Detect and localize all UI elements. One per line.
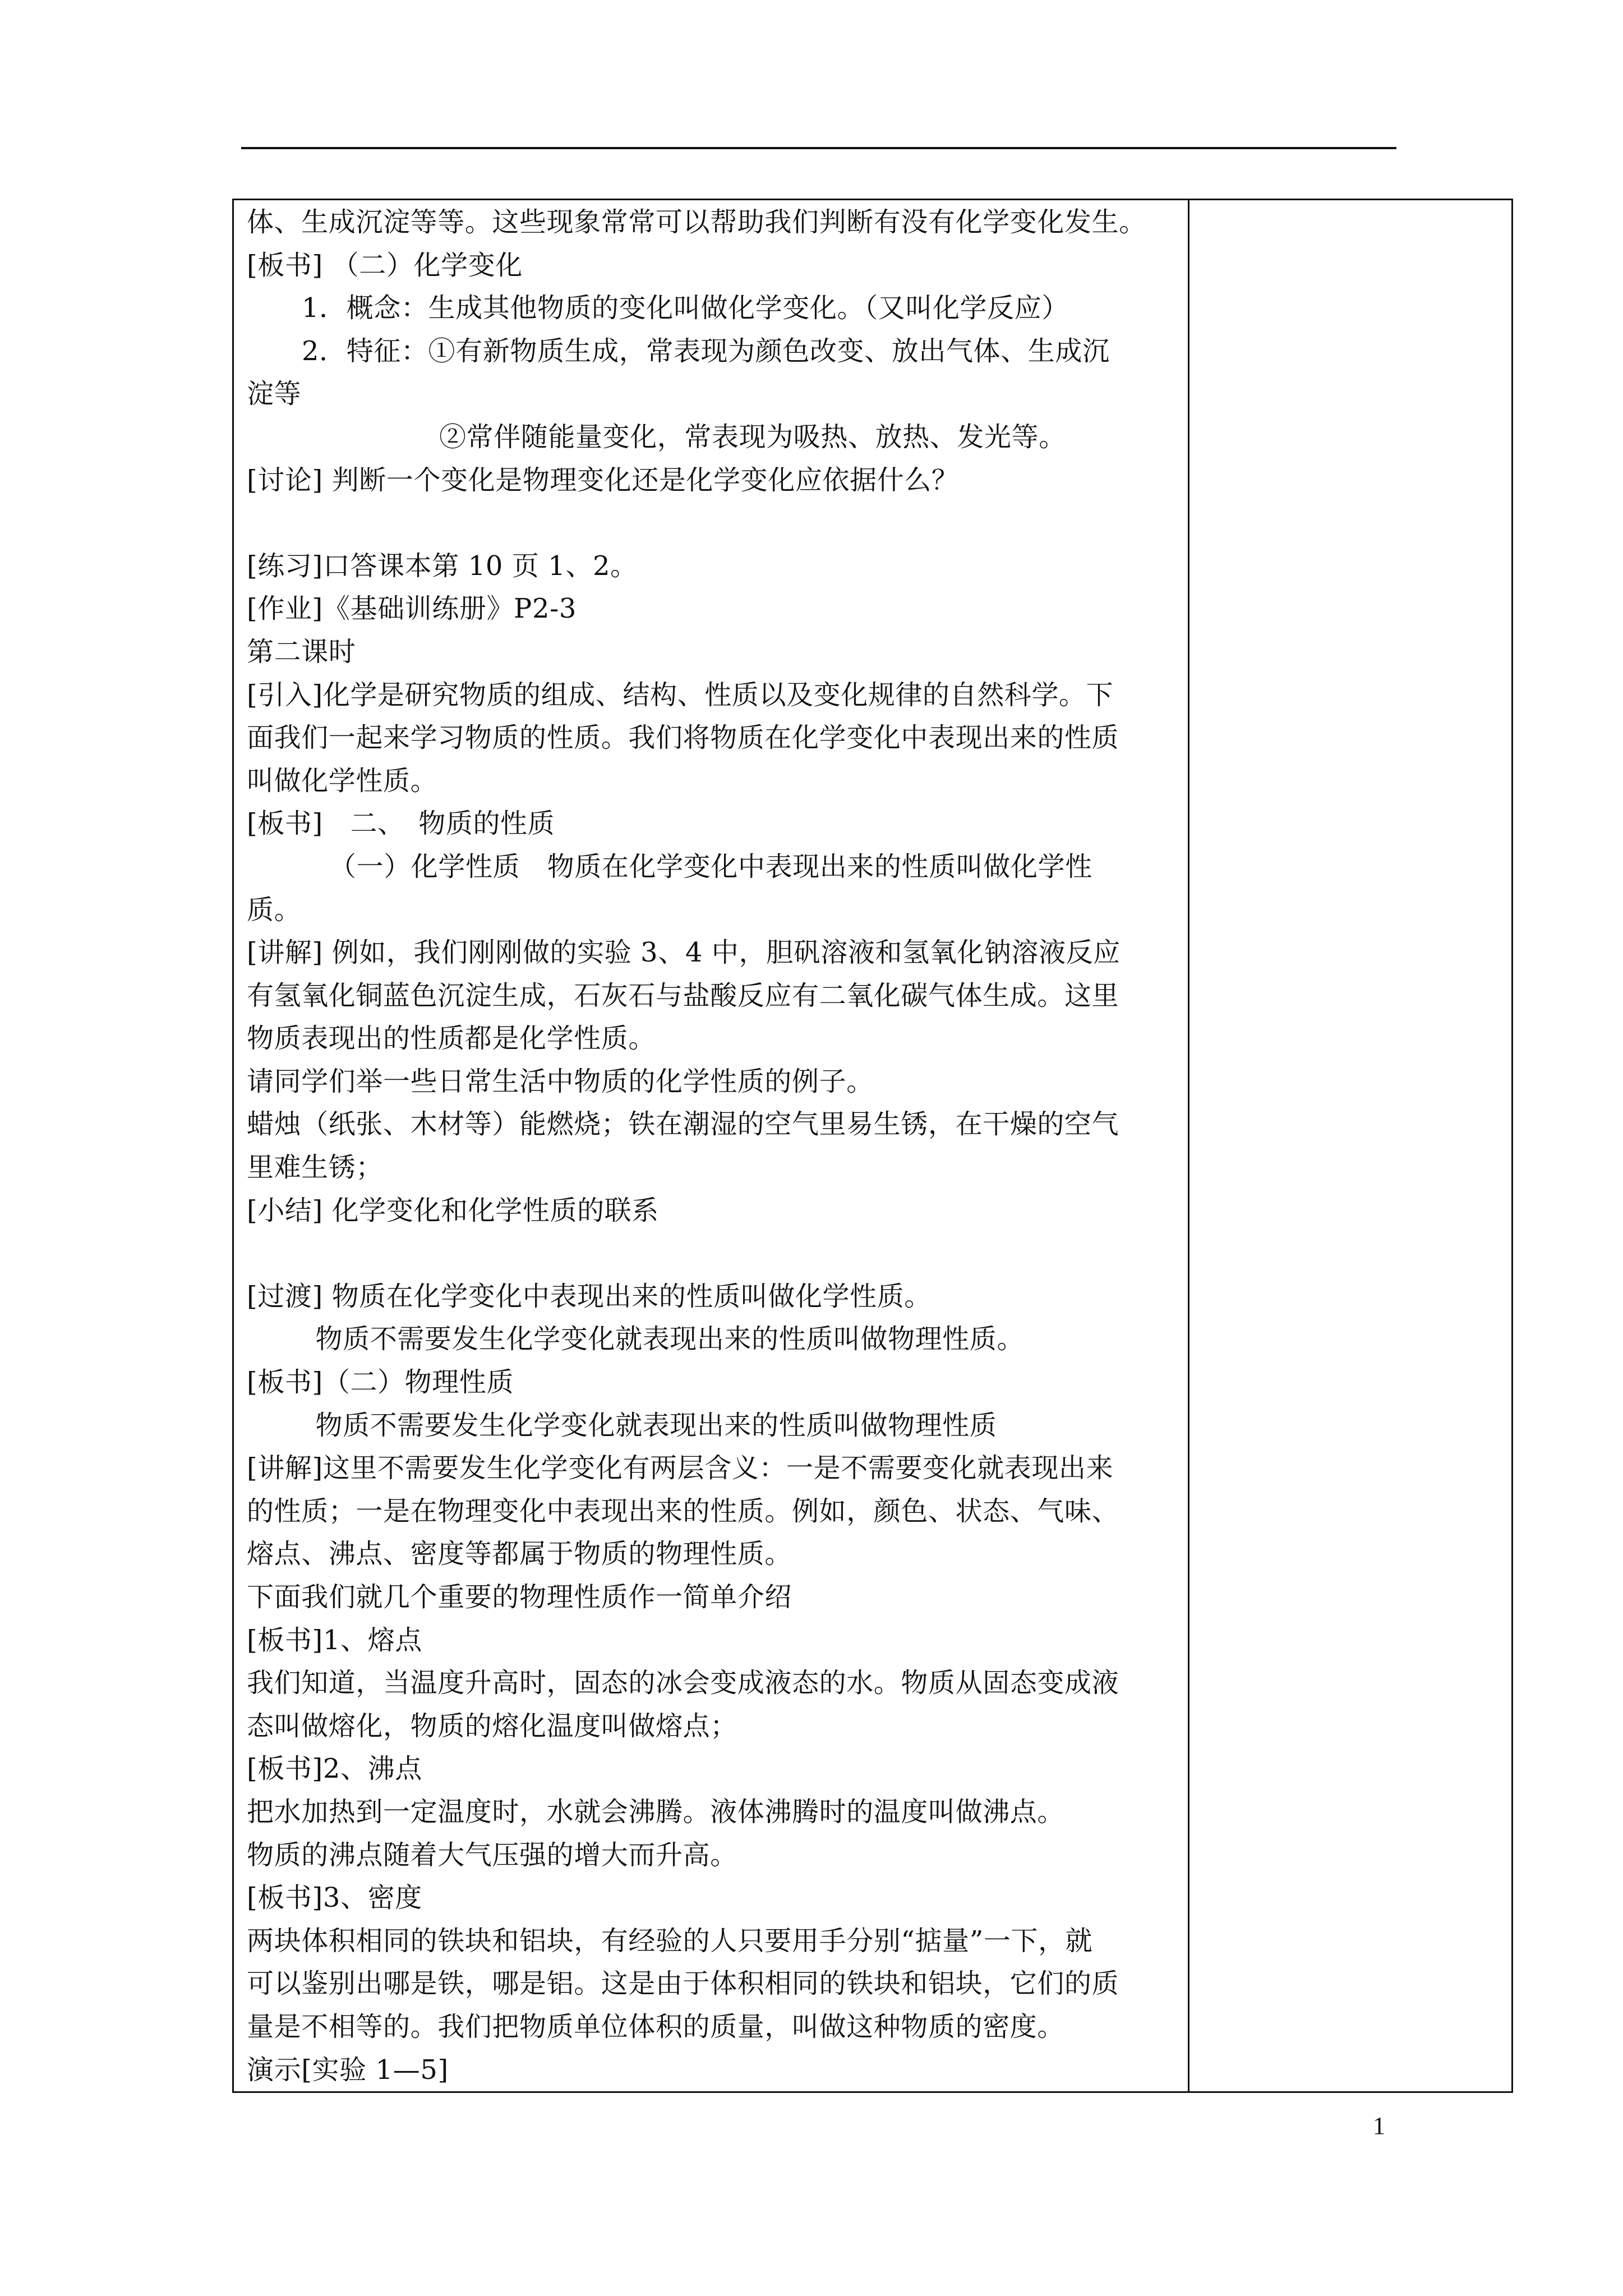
text-line: ②常伴随能量变化，常表现为吸热、放热、发光等。 <box>439 421 1066 453</box>
text-line: 第二课时 <box>247 636 356 668</box>
text-line: 体、生成沉淀等等。这些现象常常可以帮助我们判断有没有化学变化发生。 <box>247 206 1146 238</box>
text-line <box>247 501 1178 545</box>
column-divider <box>1188 199 1189 2091</box>
text-line <box>247 1232 1178 1275</box>
text-line: [板书]3、密度 <box>247 1882 422 1914</box>
text-line: 里难生锈； <box>247 1152 384 1184</box>
text-line: [板书]（二）物理性质 <box>247 1366 514 1398</box>
text-line: 有氢氧化铜蓝色沉淀生成，石灰石与盐酸反应有二氧化碳气体生成。这里 <box>247 979 1119 1011</box>
text-line: （一）化学性质 物质在化学变化中表现出来的性质叫做化学性 <box>329 850 1092 882</box>
text-line: [板书] 二、 物质的性质 <box>247 808 555 840</box>
text-line: 面我们一起来学习物质的性质。我们将物质在化学变化中表现出来的性质 <box>247 722 1119 754</box>
text-line: 两块体积相同的铁块和铝块，有经验的人只要用手分别“掂量”一下，就 <box>247 1925 1093 1957</box>
text-line: [过渡] 物质在化学变化中表现出来的性质叫做化学性质。 <box>247 1280 932 1312</box>
text-line: 叫做化学性质。 <box>247 765 438 797</box>
text-line: 物质表现出的性质都是化学性质。 <box>247 1023 656 1055</box>
text-line: 请同学们举一些日常生活中物质的化学性质的例子。 <box>247 1065 874 1097</box>
text-line: [讲解] 例如，我们刚刚做的实验 3、4 中，胆矾溶液和氢氧化钠溶液反应 <box>247 937 1121 969</box>
text-line: 质。 <box>247 894 302 926</box>
text-line: [板书] （二）化学变化 <box>247 249 523 281</box>
text-line: 物质的沸点随着大气压强的增大而升高。 <box>247 1839 737 1871</box>
table-bottom-border <box>232 2091 1513 2093</box>
text-line: [作业]《基础训练册》P2-3 <box>247 593 577 625</box>
text-line: 淀等 <box>247 378 302 410</box>
text-line: 1．概念：生成其他物质的变化叫做化学变化。（又叫化学反应） <box>302 292 1069 324</box>
text-line: 态叫做熔化，物质的熔化温度叫做熔点； <box>247 1710 737 1742</box>
text-line: [板书]2、沸点 <box>247 1753 422 1785</box>
text-line: [引入]化学是研究物质的组成、结构、性质以及变化规律的自然科学。下 <box>247 679 1114 711</box>
text-line: 蜡烛（纸张、木材等）能燃烧；铁在潮湿的空气里易生锈，在干燥的空气 <box>247 1108 1119 1140</box>
text-line: [讨论] 判断一个变化是物理变化还是化学变化应依据什么？ <box>247 464 959 496</box>
text-line: 熔点、沸点、密度等都属于物质的物理性质。 <box>247 1538 792 1570</box>
text-line: [讲解]这里不需要发生化学变化有两层含义：一是不需要变化就表现出来 <box>247 1452 1114 1484</box>
text-line: [练习]口答课本第 10 页 1、2。 <box>247 550 638 582</box>
text-line: 下面我们就几个重要的物理性质作一简单介绍 <box>247 1581 792 1613</box>
text-line: 2．特征：①有新物质生成，常表现为颜色改变、放出气体、生成沉 <box>302 335 1110 367</box>
text-line: 物质不需要发生化学变化就表现出来的性质叫做物理性质 <box>315 1409 997 1441</box>
text-line: 我们知道，当温度升高时，固态的冰会变成液态的水。物质从固态变成液 <box>247 1667 1119 1699</box>
text-line: 把水加热到一定温度时，水就会沸腾。液体沸腾时的温度叫做沸点。 <box>247 1796 1065 1828</box>
text-line: 可以鉴别出哪是铁，哪是铝。这是由于体积相同的铁块和铝块，它们的质 <box>247 1968 1119 2000</box>
text-line: 量是不相等的。我们把物质单位体积的质量，叫做这种物质的密度。 <box>247 2010 1065 2042</box>
text-line: [小结] 化学变化和化学性质的联系 <box>247 1194 659 1226</box>
text-line: 的性质；一是在物理变化中表现出来的性质。例如，颜色、状态、气味、 <box>247 1495 1119 1527</box>
header-rule <box>241 147 1396 149</box>
text-line: [板书]1、熔点 <box>247 1624 422 1656</box>
text-line: 演示[实验 1—5] <box>247 2054 449 2086</box>
lesson-content <box>247 201 1178 2091</box>
text-line: 物质不需要发生化学变化就表现出来的性质叫做物理性质。 <box>315 1323 1025 1355</box>
page-number: 1 <box>1373 2112 1385 2139</box>
